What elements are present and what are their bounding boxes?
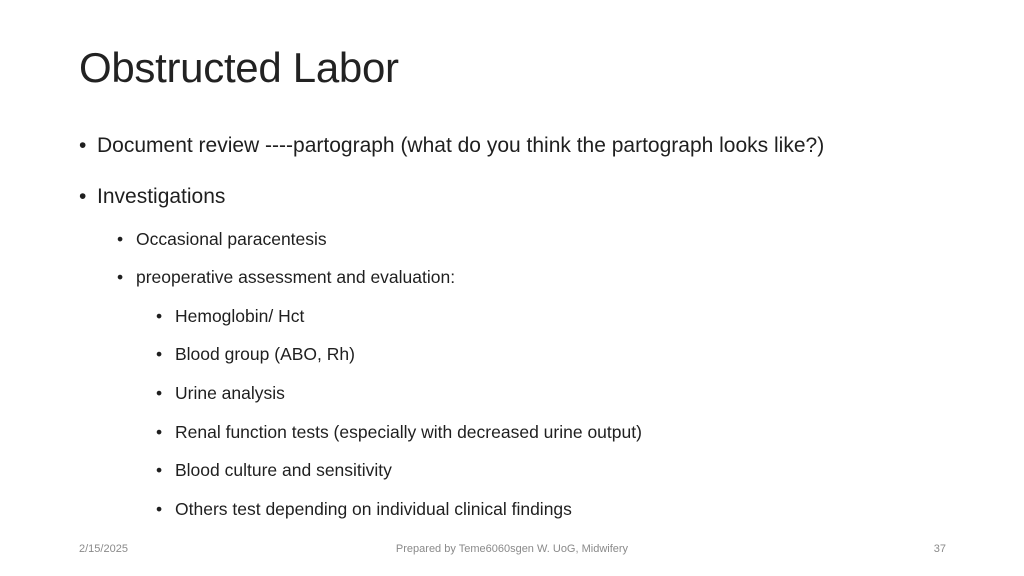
bullet-urine-analysis — [156, 383, 285, 404]
bullet-icon: • — [117, 229, 124, 249]
bullet-text: Urine analysis — [175, 383, 285, 403]
footer-author: Prepared by Teme6060sgen W. UoG, Midwifery — [395, 543, 629, 555]
bullet-text: Others test depending on individual clinical findings — [175, 499, 572, 519]
bullet-icon: • — [156, 306, 163, 326]
bullet-others-test — [156, 499, 572, 520]
page-number: 37 — [933, 543, 946, 555]
bullet-icon: • — [156, 344, 163, 364]
bullet-document-review — [79, 134, 824, 158]
bullet-text: Occasional paracentesis — [136, 229, 327, 249]
bullet-occasional-paracentesis — [117, 229, 327, 250]
bullet-text: preoperative assessment and evaluation: — [136, 267, 456, 287]
bullet-blood-culture — [156, 460, 392, 481]
bullet-text: Investigations — [97, 185, 226, 208]
bullet-preoperative-assessment — [117, 267, 455, 288]
bullet-icon: • — [117, 267, 124, 287]
bullet-icon: • — [79, 185, 87, 208]
bullet-text: Document review ----partograph (what do you think the partograph looks like?) — [97, 134, 825, 157]
bullet-blood-group — [156, 344, 355, 365]
footer-date: 2/15/2025 — [79, 543, 128, 555]
bullet-icon: • — [156, 460, 163, 480]
bullet-icon: • — [156, 499, 163, 519]
bullet-hemoglobin — [156, 306, 304, 327]
bullet-text: Blood group (ABO, Rh) — [175, 344, 355, 364]
bullet-icon: • — [156, 383, 163, 403]
bullet-text: Hemoglobin/ Hct — [175, 306, 305, 326]
bullet-text: Blood culture and sensitivity — [175, 460, 392, 480]
slide-title: Obstructed Labor — [79, 44, 399, 91]
bullet-icon: • — [79, 134, 87, 157]
bullet-icon: • — [156, 422, 163, 442]
bullet-investigations — [79, 185, 225, 209]
bullet-text: Renal function tests (especially with decreased urine output) — [175, 422, 642, 442]
bullet-renal-function — [156, 422, 642, 443]
